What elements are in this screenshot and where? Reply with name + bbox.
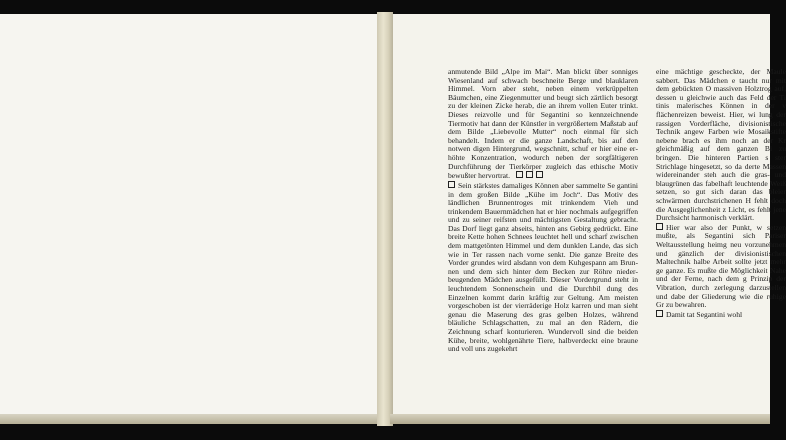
square-ornament-icon <box>516 171 523 178</box>
paragraph <box>448 68 638 181</box>
section-ornament <box>516 171 546 181</box>
paragraph-mark-icon <box>656 310 663 317</box>
paragraph-text: Sein stärkstes damaliges Können aber sammelte Se gantini in dem großen Bilde „Kühe im Joch“. Das Motiv des ländlichen Brunnentroges mit trinkendem Vieh und trinkendem Bauernmädchen hat er hier nochmals aufgegriffen und zu seiner reifsten und mächtigsten Gestaltung gebracht. Das Dorf liegt ganz abseits, hinten ans Gebirg gedrückt. Eine breite Kette hohen Schnees leuchtet hell und scharf zwischen dem mattgetönten Himmel und dem dunklen Lande, das sich wie in Ter rassen nach vorne senkt. Die ganze Breite des Vorder grundes wird alsdann von dem Kuhgespann am Brun nen und dem sich hinter dem Becken zur Röhre nieder beugenden Mädchen ausgefüllt. Dieser Vordergrund steht in leuchtendem Sonnenschein und die Durchbil dung des Einzelnen kommt darin kräftig zur Geltung. Am meisten vorgeschoben ist der vierräderige Holz karren und man sieht genau die Maserung des gras gelben Holzes, während bläuliche Schlagschatten, zu mal an den Rädern, die Zeichnung scharf konturieren. Wundervoll sind die beiden Kühe, breite, wohlgenährte Tiere, halbverdeckt eine braune und voll uns zugekehrt <box>448 180 638 354</box>
paragraph-text: eine mächtige gescheckte, der Maule sabbert. Das Mädchen e taucht nur mit dem gebückten O massiven Holztrog auf, dessen u gleichwie auch das Feld der Ti tinis malerisches Können in der v flächenreizen beweist. Hier, wi lung der rassigen Vorderfläche, divisionistische Technik angew Farben wie Mosaikstifte nebene brach es ihm noch an der Kr gleichmäßig auf dem ganzen Bi zu bringen. Die hinteren Partien s ster Strichlage hingesetzt, so da derte Massen widereinander steh auch die gras- und blaugrünen das fabelhaft leuchtende Weiß setzen, so gut sich daran das bleier schwärmen durchstrichenen H fehlt doch die Ausgeglichenheit z Licht, es fehlt jene Durchsicht harmonisch verklärt. <box>656 67 786 223</box>
paragraph <box>448 181 638 354</box>
paragraph-mark-icon <box>448 181 455 188</box>
paragraph-text: Hier war also der Punkt, w setzen mußte, als Segantini sich Pariser Weltausstellung heimg neu vorzunehmen und gänzlich der divisionistischen Maltechnik halbe Arbeit sollte jetzt mehr ge ganze. Es mußte die Möglichkeit Nahe und der Ferne, nach dem g Prinzip der Vibration, durch zerlegung darzustellen und dabe der Gliederung wie die ruhige Gr zu bewahren. <box>656 222 786 310</box>
square-ornament-icon <box>526 171 533 178</box>
paragraph-text: anmutende Bild „Alpe im Mai“. Man blickt über sonniges Wiesenland auf schwach beschneite Berge und blauklaren Himmel. Vorn aber steht, neben einem verkrüppelten Bäumchen, eine Ziegenmutter und beugt sich zärtlich besorgt zu der kleinen Zicke herab, die an ihrem vollen Euter trinkt. Dieses reizvolle und für Segantini so kennzeichnende Tiermotiv hat dann der Künstler in vergrößertem Maßstab auf dem Bilde „Liebevolle Mutter“ noch einmal für sich behandelt. Indem er die ganze Landschaft, bis auf den notwen digen Hintergrund, wegschnitt, schuf er hier eine er höhte Konzentration, wodurch neben der sorgfältigeren Durchführung der Tierkörper zugleich das ethische Motiv bewußter hervortrat. <box>448 67 638 181</box>
book-gutter <box>377 12 393 426</box>
text-column-right <box>656 68 786 320</box>
paragraph <box>656 223 786 310</box>
left-page <box>0 14 377 424</box>
paragraph <box>656 68 786 223</box>
paragraph <box>656 310 786 320</box>
right-page-edge <box>390 414 770 424</box>
paragraph-mark-icon <box>656 223 663 230</box>
left-page-edge <box>0 414 380 424</box>
text-column-left <box>448 68 638 354</box>
paragraph-text: Damit tat Segantini wohl <box>666 310 743 319</box>
square-ornament-icon <box>536 171 543 178</box>
